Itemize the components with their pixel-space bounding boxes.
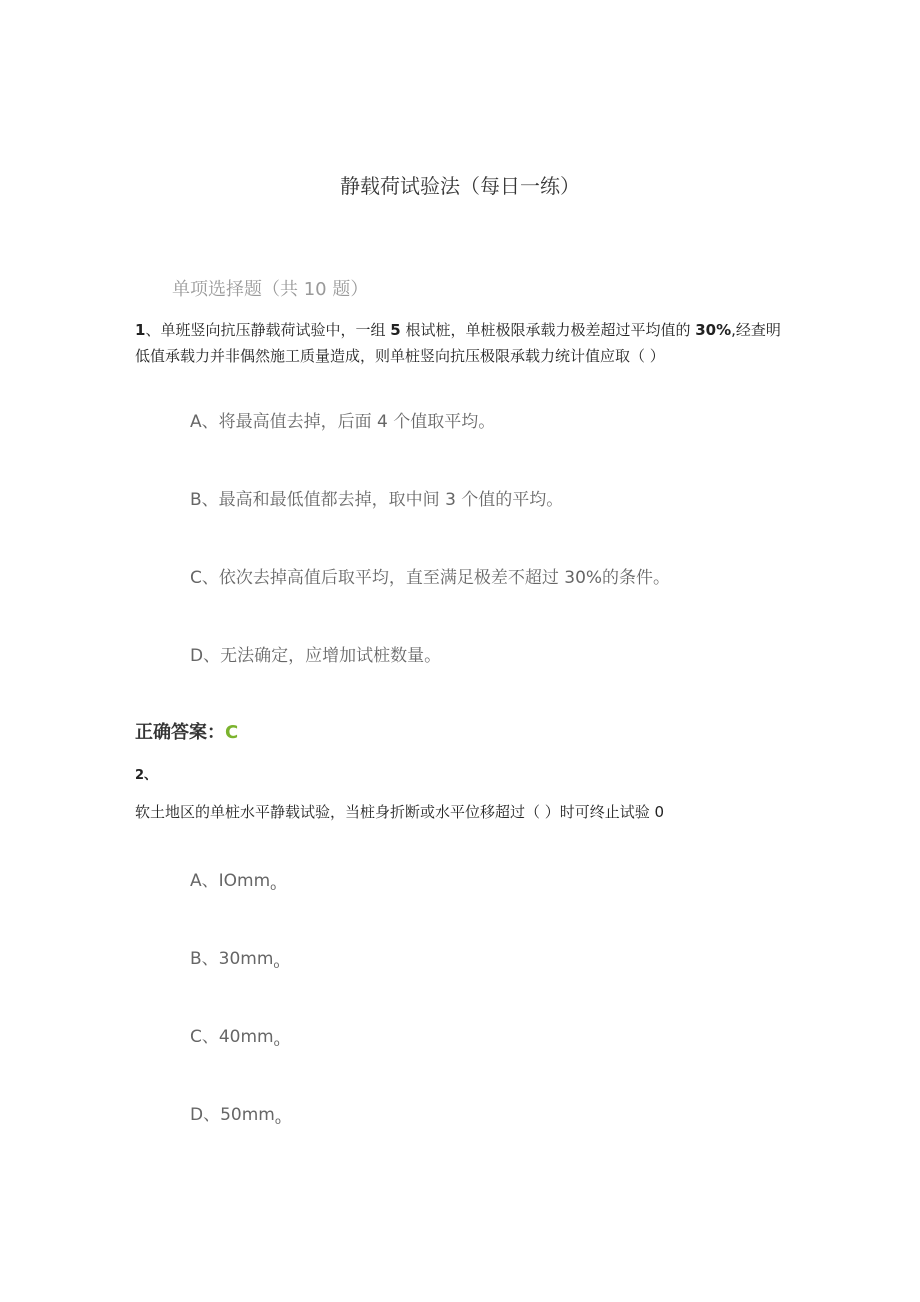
- question-2-option-d-text: D、50mm: [190, 1105, 275, 1125]
- question-1-option-d[interactable]: D、无法确定，应增加试桩数量。: [190, 646, 442, 666]
- question-1-line-2: 低值承载力并非偶然施工质量造成，则单桩竖向抗压极限承载力统计值应取（ ）: [135, 347, 665, 365]
- question-2-option-c[interactable]: [190, 1022, 280, 1049]
- question-1-number: 1: [135, 321, 146, 339]
- page-title: 静载荷试验法（每日一练）: [340, 174, 580, 198]
- question-1-count: 5: [390, 321, 401, 339]
- question-1-separator: 、: [145, 321, 161, 339]
- section-heading: 单项选择题（共 10 题）: [172, 279, 369, 300]
- question-2-option-b-text: B、30mm: [190, 949, 274, 969]
- question-1-percent: 30%: [695, 321, 732, 339]
- question-2-option-d[interactable]: [190, 1100, 281, 1127]
- question-2-option-a[interactable]: [190, 866, 276, 893]
- question-2-number: 2、: [135, 768, 158, 783]
- correct-answer: [135, 718, 238, 744]
- question-2-option-b[interactable]: [190, 944, 280, 971]
- question-1-text-a: 单班竖向抗压静载荷试验中，一组: [160, 321, 391, 339]
- question-1-text-c: 根试桩，单桩极限承载力极差超过平均值的: [400, 321, 696, 339]
- correct-answer-label: 正确答案：: [135, 722, 225, 743]
- question-2-option-a-mark: o: [270, 882, 277, 893]
- question-2-option-c-text: C、40mm: [190, 1027, 274, 1047]
- question-2-option-c-mark: o: [273, 1038, 280, 1049]
- question-1-option-b[interactable]: B、最高和最低值都去掉，取中间 3 个值的平均。: [190, 490, 564, 510]
- question-2-option-b-mark: o: [273, 960, 280, 971]
- question-2-option-a-text: A、IOmm: [190, 871, 271, 891]
- question-1-text-e: ,经查明: [731, 321, 781, 339]
- correct-answer-value: C: [225, 722, 239, 743]
- question-2-text: 软土地区的单桩水平静载试验，当桩身折断或水平位移超过（ ）时可终止试验 0: [135, 803, 665, 821]
- question-1-option-a[interactable]: A、将最高值去掉，后面 4 个值取平均。: [190, 412, 496, 432]
- question-1-option-c[interactable]: C、依次去掉高值后取平均，直至满足极差不超过 30%的条件。: [190, 568, 671, 588]
- question-2-option-d-mark: o: [274, 1116, 281, 1127]
